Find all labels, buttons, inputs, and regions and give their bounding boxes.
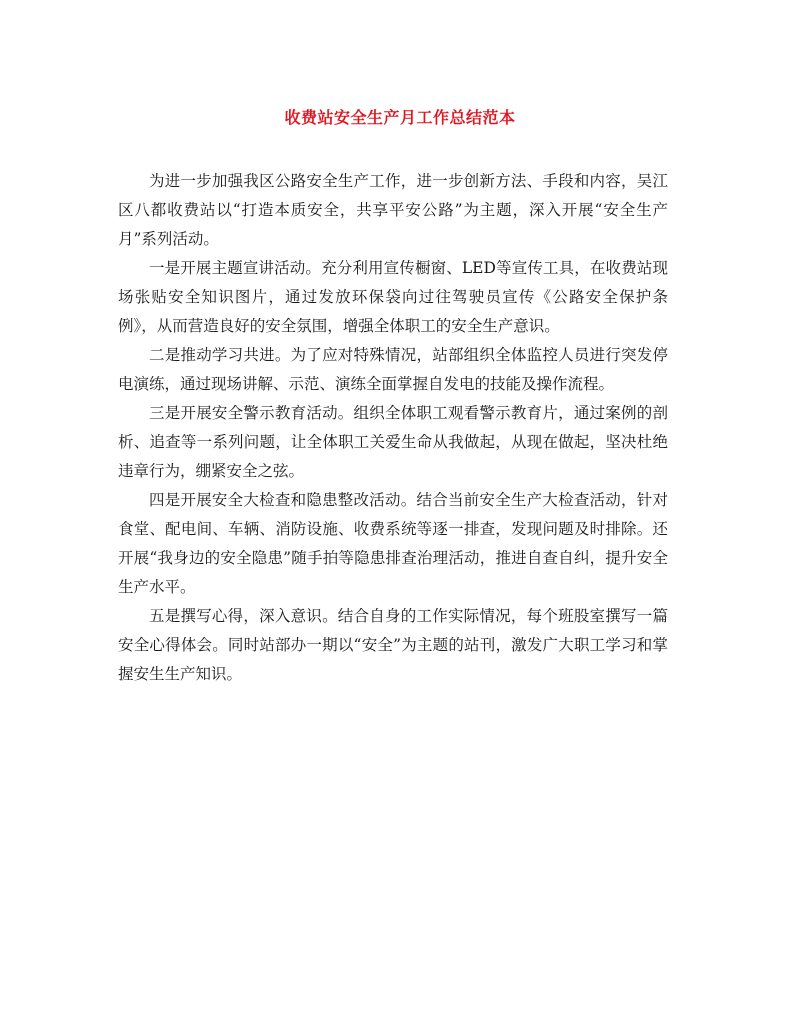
paragraph-1: 一是开展主题宣讲活动。充分利用宣传橱窗、LED等宣传工具，在收费站现场张贴安全知识图片，通过发放环保袋向过往驾驶员宣传《公路安全保护条例》，从而营造良好的安全氛围，增强全体职工的安全生产意识。 <box>118 259 668 335</box>
paragraph-intro: 为进一步加强我区公路安全生产工作，进一步创新方法、手段和内容，吴江区八都收费站以“打造本质安全，共享平安公路”为主题，深入开展“安全生产月”系列活动。 <box>118 172 668 248</box>
document-title: 收费站安全生产月工作总结范本 <box>284 108 516 127</box>
paragraph-2: 二是推动学习共进。为了应对特殊情况，站部组织全体监控人员进行突发停电演练，通过现场讲解、示范、演练全面掌握自发电的技能及操作流程。 <box>118 346 668 393</box>
paragraph-3: 三是开展安全警示教育活动。组织全体职工观看警示教育片，通过案例的剖析、追查等一系列问题，让全体职工关爱生命从我做起，从现在做起，坚决杜绝违章行为，绷紧安全之弦。 <box>118 404 668 480</box>
paragraph-5: 五是撰写心得，深入意识。结合自身的工作实际情况，每个班股室撰写一篇安全心得体会。同时站部办一期以“安全”为主题的站刊，激发广大职工学习和掌握安生生产知识。 <box>118 607 668 683</box>
document-body <box>118 167 668 689</box>
paragraph-4: 四是开展安全大检查和隐患整改活动。结合当前安全生产大检查活动，针对食堂、配电间、车辆、消防设施、收费系统等逐一排查，发现问题及时排除。还开展“我身边的安全隐患”随手拍等隐患排查治理活动，推进自查自纠，提升安全生产水平。 <box>118 491 668 596</box>
